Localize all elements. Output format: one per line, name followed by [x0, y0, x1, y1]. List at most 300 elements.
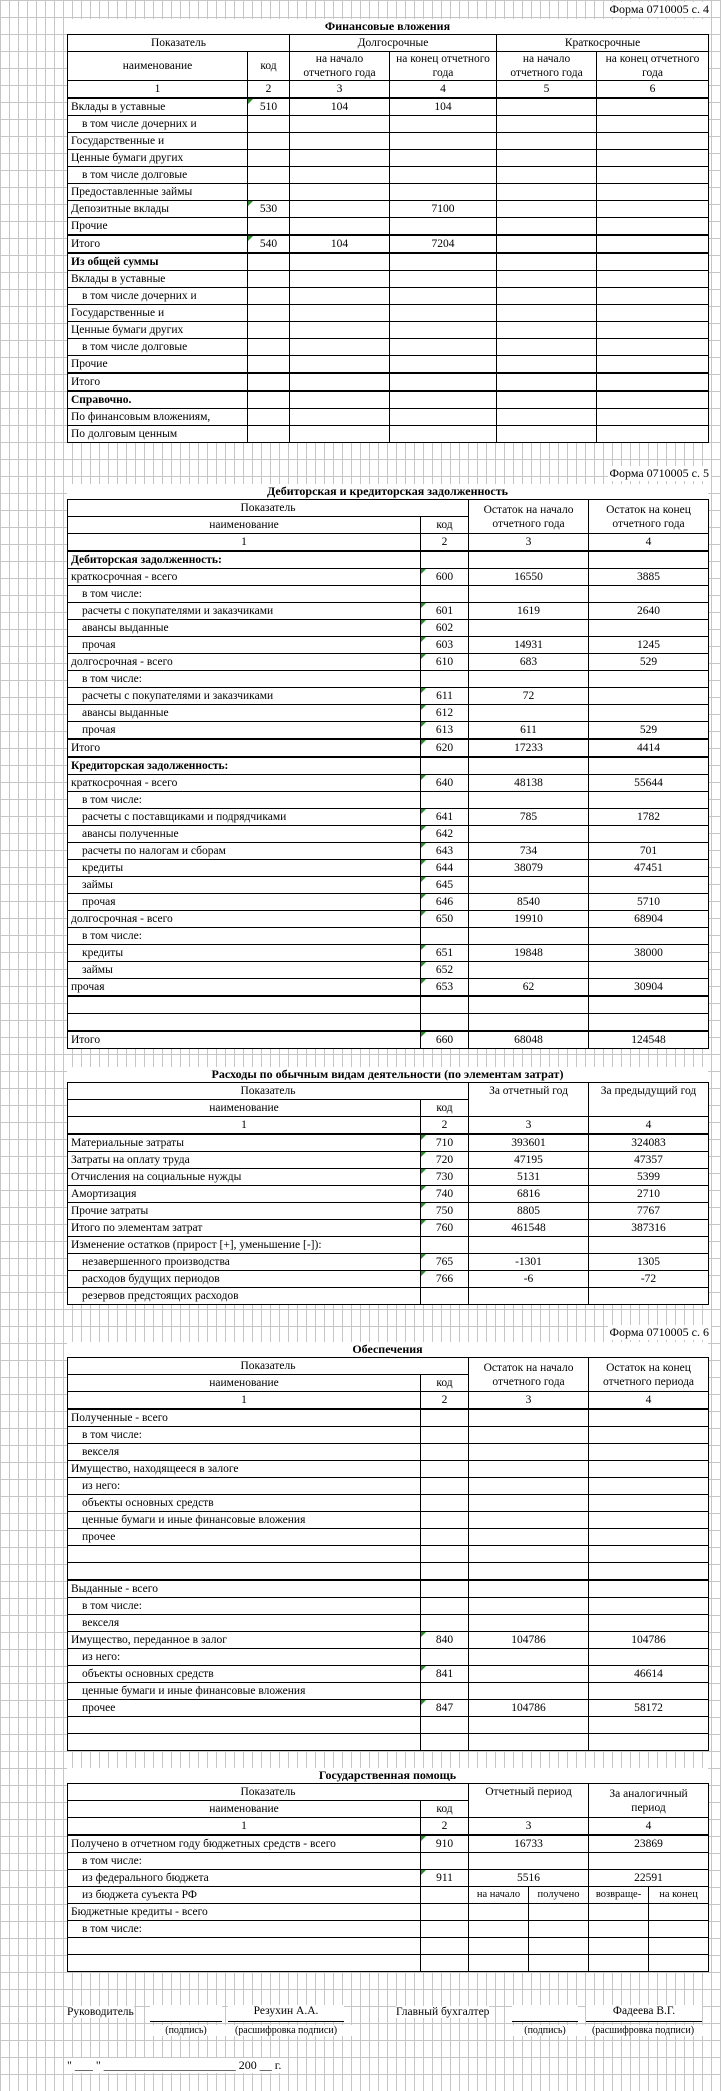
header-end: Остаток на конец отчетного периода: [589, 1358, 709, 1392]
row-value-c4: [390, 271, 497, 288]
row-name: [68, 1014, 421, 1032]
row-code: [248, 373, 290, 391]
row-value-c3: [469, 1427, 589, 1444]
table-row: [68, 739, 709, 757]
row-value-c4: [589, 551, 709, 569]
row-code: [421, 1683, 469, 1700]
row-name: прочая: [68, 979, 421, 997]
row-value-c4: 124548: [589, 1031, 709, 1049]
row-code: 530: [248, 201, 290, 218]
row-value-c3: [469, 551, 589, 569]
section-title-expenses: Расходы по обычным видам деятельности (по элементам затрат): [67, 1067, 708, 1082]
row-name: краткосрочная - всего: [68, 775, 421, 792]
row-name: Предоставленные займы: [68, 184, 248, 201]
table-row: [68, 1529, 709, 1546]
header-code: код: [421, 1801, 469, 1818]
row-value-c3: [469, 705, 589, 722]
col-num-3: 3: [469, 1117, 589, 1135]
row-name: ценные бумаги и иные финансовые вложения: [68, 1683, 421, 1700]
row-code: [248, 218, 290, 236]
row-value-c4: [589, 1237, 709, 1254]
date-line: " ___ " ______________________ 200 __ г.: [67, 2058, 282, 2072]
table-row: [68, 1853, 709, 1870]
row-name: Справочно.: [68, 391, 248, 409]
row-value-c4: [589, 1444, 709, 1461]
row-code: 640: [421, 775, 469, 792]
table-row: [68, 1632, 709, 1649]
row-value-c3: [469, 586, 589, 603]
row-value-c4: 30904: [589, 979, 709, 997]
row-name: займы: [68, 877, 421, 894]
row-value-c3: 683: [469, 654, 589, 671]
row-name: прочая: [68, 722, 421, 740]
table-row: [68, 1649, 709, 1666]
header-name: наименование: [68, 517, 421, 534]
row-value-c3: [469, 1717, 589, 1734]
row-value-c4: [589, 1461, 709, 1478]
row-code: 653: [421, 979, 469, 997]
table-row: [68, 201, 709, 218]
row-code: 765: [421, 1254, 469, 1271]
row-name: Полученные - всего: [68, 1409, 421, 1427]
header-code: код: [248, 52, 290, 81]
row-value-c6: [597, 339, 709, 356]
row-name: расчеты с покупателями и заказчиками: [68, 688, 421, 705]
row-code: [248, 271, 290, 288]
table-row: [68, 167, 709, 184]
row-value-c3: [290, 150, 390, 167]
row-name: Отчисления на социальные нужды: [68, 1169, 421, 1186]
row-code: [248, 133, 290, 150]
row-code: [248, 426, 290, 443]
header-indicator: Показатель: [68, 35, 290, 52]
row-name: в том числе дочерних и: [68, 116, 248, 133]
row-value-c3: [469, 1598, 589, 1615]
row-value-c3: [469, 1546, 589, 1563]
row-name: прочая: [68, 637, 421, 654]
table-row: [68, 150, 709, 167]
row-name: Имущество, переданное в залог: [68, 1632, 421, 1649]
row-value-c4: 529: [589, 722, 709, 740]
row-code: 847: [421, 1700, 469, 1717]
row-value-c3: [290, 373, 390, 391]
row-value-c4: 47357: [589, 1152, 709, 1169]
row-value-c4: [589, 620, 709, 637]
row-value-c6: [597, 288, 709, 305]
header-name: наименование: [68, 1100, 421, 1117]
row-name: Государственные и: [68, 133, 248, 150]
row-code: [421, 1717, 469, 1734]
row-name: Итого: [68, 1031, 421, 1049]
table-row: [68, 654, 709, 671]
row-value-c4: [390, 167, 497, 184]
row-name: По финансовым вложениям,: [68, 409, 248, 426]
table-row: [68, 569, 709, 586]
row-name: авансы выданные: [68, 620, 421, 637]
header-code: код: [421, 517, 469, 534]
section-title-receivables-payables: Дебиторская и кредиторская задолженность: [67, 484, 708, 499]
row-code: 613: [421, 722, 469, 740]
table-row: [68, 184, 709, 201]
row-name: из бюджета суъекта РФ: [68, 1887, 421, 1904]
col-num-2: 2: [248, 81, 290, 99]
table-row: [68, 1580, 709, 1598]
row-name: Государственные и: [68, 305, 248, 322]
header-indicator: Показатель: [68, 1083, 469, 1100]
row-code: 612: [421, 705, 469, 722]
table-row: [68, 1220, 709, 1237]
row-value-c3: [469, 1734, 589, 1751]
table-row: [68, 775, 709, 792]
row-value-c5: [497, 133, 597, 150]
head-label: Руководитель: [67, 2006, 134, 2018]
section-title-financial-investments: Финансовые вложения: [67, 19, 708, 34]
table-row: [68, 1237, 709, 1254]
row-name: Из общей суммы: [68, 253, 248, 271]
row-value-c3: [469, 620, 589, 637]
header-indicator: Показатель: [68, 500, 469, 517]
row-value-c4: 701: [589, 843, 709, 860]
table-row: [68, 1683, 709, 1700]
row-value-c3: 104786: [469, 1700, 589, 1717]
row-code: [421, 671, 469, 688]
table-row: [68, 792, 709, 809]
sub-header-end: на конец: [649, 1887, 709, 1904]
header-end: Остаток на конец отчетного года: [589, 500, 709, 534]
header-short-end: на конец отчетного года: [597, 52, 709, 81]
row-value-c4: [589, 1580, 709, 1598]
row-name: расчеты с поставщиками и подрядчиками: [68, 809, 421, 826]
row-value-c5: [497, 271, 597, 288]
row-code: [248, 305, 290, 322]
row-code: 642: [421, 826, 469, 843]
table-row: [68, 305, 709, 322]
row-name: Прочие затраты: [68, 1203, 421, 1220]
row-code: 643: [421, 843, 469, 860]
table-row: [68, 586, 709, 603]
row-value-c4: [589, 705, 709, 722]
col-num-4: 4: [390, 81, 497, 99]
header-long-term: Долгосрочные: [290, 35, 497, 52]
row-value-c3: [290, 409, 390, 426]
row-value-c4: [589, 1546, 709, 1563]
row-value-c4: [589, 877, 709, 894]
col-num-6: 6: [597, 81, 709, 99]
row-value-c6: [597, 426, 709, 443]
row-value-c4: [589, 1563, 709, 1581]
row-name: [68, 1563, 421, 1581]
header-previous-year: За предыдущий год: [589, 1083, 709, 1117]
row-value-c6: [597, 322, 709, 339]
row-value-c3: [469, 1461, 589, 1478]
table-row: [68, 1031, 709, 1049]
table-row: [68, 928, 709, 945]
accountant-name: Фадеева В.Г.: [586, 2005, 702, 2022]
row-name: в том числе:: [68, 1427, 421, 1444]
header-start: Остаток на начало отчетного года: [469, 1358, 589, 1392]
row-name: [68, 1717, 421, 1734]
row-value-c3: [290, 391, 390, 409]
row-value-c3: 785: [469, 809, 589, 826]
row-value-c6: [597, 253, 709, 271]
row-name: в том числе:: [68, 671, 421, 688]
head-signature-line: [150, 2005, 222, 2022]
table-row: [68, 671, 709, 688]
row-value-c3: [469, 1237, 589, 1254]
row-value-c3: [469, 928, 589, 945]
row-code: 840: [421, 1632, 469, 1649]
row-code: [248, 409, 290, 426]
row-code: [248, 391, 290, 409]
row-value-c5: [497, 426, 597, 443]
row-name: авансы полученные: [68, 826, 421, 843]
form-ref-p6: Форма 0710005 с. 6: [609, 1325, 709, 1339]
row-code: 652: [421, 962, 469, 979]
row-value-c3: [469, 1529, 589, 1546]
row-value-c3: [290, 133, 390, 150]
row-code: [421, 1615, 469, 1632]
row-value-c4: [589, 688, 709, 705]
row-value-c4: [589, 792, 709, 809]
header-current-period: Отчетный период: [469, 1784, 589, 1818]
row-name: векселя: [68, 1615, 421, 1632]
table-row: [68, 620, 709, 637]
header-current-year: За отчетный год: [469, 1083, 589, 1117]
row-value-c4: 5399: [589, 1169, 709, 1186]
row-value-c3: [290, 305, 390, 322]
row-value-c4: [589, 671, 709, 688]
row-name: Имущество, находящееся в залоге: [68, 1461, 421, 1478]
row-code: [248, 184, 290, 201]
row-value-c5: [497, 201, 597, 218]
row-code: 740: [421, 1186, 469, 1203]
row-value-c6: [597, 184, 709, 201]
col-num-4: 4: [589, 1818, 709, 1836]
table-row: [68, 1717, 709, 1734]
col-num-3: 3: [469, 1818, 589, 1836]
row-value-c5: [497, 409, 597, 426]
row-value-c4: [589, 1598, 709, 1615]
row-name: в том числе:: [68, 1853, 421, 1870]
table-row: [68, 1700, 709, 1717]
row-code: 620: [421, 739, 469, 757]
row-value-c5: [497, 305, 597, 322]
table-row: [68, 253, 709, 271]
collateral-table: [67, 1357, 709, 1751]
row-name: векселя: [68, 1444, 421, 1461]
row-value-c4: 2640: [589, 603, 709, 620]
row-value-c3: [469, 826, 589, 843]
row-value-c4: [390, 218, 497, 236]
row-value-c3: 104: [290, 235, 390, 253]
table-row: [68, 688, 709, 705]
row-value-c3: 48138: [469, 775, 589, 792]
row-name: из него:: [68, 1478, 421, 1495]
row-code: 540: [248, 235, 290, 253]
row-value-c5: [497, 167, 597, 184]
row-name: в том числе долговые: [68, 167, 248, 184]
table-row: [68, 962, 709, 979]
table-row: [68, 945, 709, 962]
row-name: прочее: [68, 1529, 421, 1546]
row-value-c3: [290, 288, 390, 305]
col-num-4: 4: [589, 1392, 709, 1410]
row-name: долгосрочная - всего: [68, 654, 421, 671]
row-value-c4: -72: [589, 1271, 709, 1288]
row-value-c5: [497, 339, 597, 356]
row-value-c6: [597, 305, 709, 322]
row-value-c5: [497, 391, 597, 409]
table-row: [68, 722, 709, 740]
row-code: 510: [248, 98, 290, 116]
row-name: объекты основных средств: [68, 1666, 421, 1683]
row-name: Прочие: [68, 356, 248, 374]
row-name: незавершенного производства: [68, 1254, 421, 1271]
row-name: Вклады в уставные: [68, 271, 248, 288]
header-start: Остаток на начало отчетного года: [469, 500, 589, 534]
row-value-c4: [589, 1615, 709, 1632]
form-ref-p5: Форма 0710005 с. 5: [609, 466, 709, 480]
row-value-c3: 19848: [469, 945, 589, 962]
row-value-c3: [469, 1014, 589, 1032]
row-name: Материальные затраты: [68, 1134, 421, 1152]
row-value-c3: 16550: [469, 569, 589, 586]
row-current: 5516: [469, 1870, 589, 1887]
row-name: в том числе:: [68, 792, 421, 809]
row-code: [421, 1649, 469, 1666]
table-row: [68, 1904, 709, 1921]
row-value-c3: 393601: [469, 1134, 589, 1152]
col-num-5: 5: [497, 81, 597, 99]
row-code: [248, 150, 290, 167]
row-name: кредиты: [68, 945, 421, 962]
row-code: [421, 996, 469, 1014]
row-value-c3: 72: [469, 688, 589, 705]
row-value-c5: [497, 373, 597, 391]
header-short-start: на начало отчетного года: [497, 52, 597, 81]
table-row: [68, 235, 709, 253]
row-value-c3: [290, 426, 390, 443]
col-num-3: 3: [469, 1392, 589, 1410]
row-name: из него:: [68, 1649, 421, 1666]
accountant-sign-caption: (подпись): [512, 2025, 578, 2036]
row-value-c3: 68048: [469, 1031, 589, 1049]
row-value-c3: 17233: [469, 739, 589, 757]
row-name: в том числе:: [68, 1598, 421, 1615]
table-row: [68, 426, 709, 443]
row-value-c3: 1619: [469, 603, 589, 620]
header-indicator: Показатель: [68, 1358, 469, 1375]
table-row: [68, 1152, 709, 1169]
row-name: расходов будущих периодов: [68, 1271, 421, 1288]
row-value-c5: [497, 253, 597, 271]
row-value-c5: [497, 150, 597, 167]
header-short-term: Краткосрочные: [497, 35, 709, 52]
row-code: 600: [421, 569, 469, 586]
table-row: [68, 409, 709, 426]
row-value-c6: [597, 356, 709, 374]
row-value-c3: [469, 792, 589, 809]
financial-investments-table: [67, 34, 709, 443]
row-name: расчеты по налогам и сборам: [68, 843, 421, 860]
row-value-c4: 47451: [589, 860, 709, 877]
row-code: 644: [421, 860, 469, 877]
table-row: [68, 1938, 709, 1955]
row-value-c4: [589, 996, 709, 1014]
row-value-c4: [390, 184, 497, 201]
row-value-c4: [589, 757, 709, 775]
row-name: Затраты на оплату труда: [68, 1152, 421, 1169]
header-long-start: на начало отчетного года: [290, 52, 390, 81]
form-ref-p4: Форма 0710005 с. 4: [609, 2, 709, 16]
row-name: займы: [68, 962, 421, 979]
header-code: код: [421, 1375, 469, 1392]
receivables-payables-table: [67, 499, 709, 1049]
table-row: [68, 996, 709, 1014]
row-value-c3: [290, 322, 390, 339]
row-code: 646: [421, 894, 469, 911]
row-value-c6: [597, 201, 709, 218]
head-decode-caption: (расшифровка подписи): [220, 2025, 352, 2036]
row-value-c4: [390, 391, 497, 409]
sub-header-start: на начало: [469, 1887, 529, 1904]
row-name: Итого: [68, 739, 421, 757]
table-row: [68, 133, 709, 150]
row-value-c4: 3885: [589, 569, 709, 586]
row-name: Дебиторская задолженность:: [68, 551, 421, 569]
row-value-c6: [597, 133, 709, 150]
row-value-c4: [390, 116, 497, 133]
row-code: 766: [421, 1271, 469, 1288]
table-row: [68, 116, 709, 133]
row-name: в том числе:: [68, 928, 421, 945]
row-code: [421, 792, 469, 809]
row-code: [421, 928, 469, 945]
row-value-c3: [469, 1666, 589, 1683]
row-value-c4: 58172: [589, 1700, 709, 1717]
head-sign-caption: (подпись): [150, 2025, 222, 2036]
table-row: [68, 1495, 709, 1512]
header-code: код: [421, 1100, 469, 1117]
row-code: [248, 288, 290, 305]
row-value-c3: 14931: [469, 637, 589, 654]
row-name: объекты основных средств: [68, 1495, 421, 1512]
row-name: Изменение остатков (прирост [+], уменьшение [-]):: [68, 1237, 421, 1254]
row-code: [421, 1237, 469, 1254]
col-num-2: 2: [421, 1392, 469, 1410]
row-value-c4: [589, 1014, 709, 1032]
row-value-c3: [469, 1409, 589, 1427]
head-name: Резухин А.А.: [228, 2005, 344, 2022]
row-value-c3: 19910: [469, 911, 589, 928]
row-value-c3: [469, 1649, 589, 1666]
row-code: [248, 253, 290, 271]
row-name: Амортизация: [68, 1186, 421, 1203]
row-name: Итого: [68, 235, 248, 253]
table-row: [68, 1186, 709, 1203]
row-value-c4: [390, 356, 497, 374]
table-row: [68, 339, 709, 356]
row-value-c4: 4414: [589, 739, 709, 757]
row-code: 641: [421, 809, 469, 826]
row-value-c4: 1782: [589, 809, 709, 826]
row-name: Итого: [68, 373, 248, 391]
table-row: [68, 356, 709, 374]
row-value-c4: [390, 253, 497, 271]
row-value-c3: -1301: [469, 1254, 589, 1271]
row-value-c6: [597, 409, 709, 426]
sub-header-returned: возвраще-: [589, 1887, 649, 1904]
